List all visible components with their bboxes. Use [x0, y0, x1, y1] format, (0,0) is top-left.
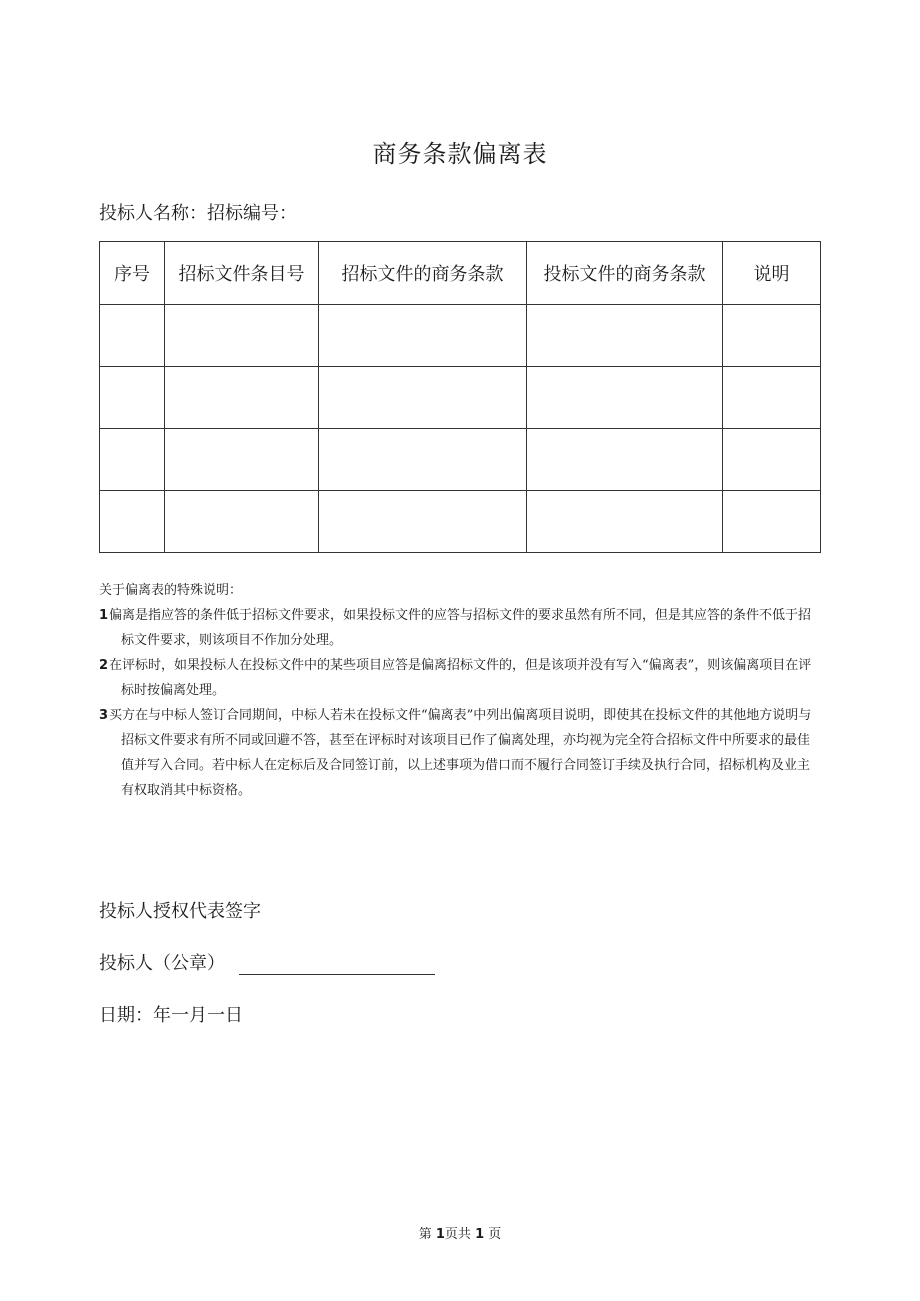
- table-header-row: [100, 242, 821, 305]
- bidder-seal-line: [99, 949, 435, 975]
- table-cell[interactable]: [527, 305, 723, 367]
- header-tender-item-number: 招标文件条目号: [165, 242, 319, 305]
- header-bid-business-terms: 投标文件的商务条款: [527, 242, 723, 305]
- table-cell[interactable]: [165, 305, 319, 367]
- table-row: [100, 305, 821, 367]
- page-suffix: 页: [488, 1227, 502, 1242]
- table-row: [100, 429, 821, 491]
- bidder-info-line: 投标人名称：招标编号：: [99, 203, 297, 224]
- table-cell[interactable]: [100, 429, 165, 491]
- note-text: 偏离是指应答的条件低于招标文件要求，如果投标文件的应答与招标文件的要求虽然有所不同，但是其应答的条件不低于招标文件要求，则该项目不作加分处理。: [109, 608, 812, 648]
- document-title: 商务条款偏离表: [372, 140, 548, 168]
- header-tender-business-terms: 招标文件的商务条款: [319, 242, 527, 305]
- table-cell[interactable]: [319, 491, 527, 553]
- table-cell[interactable]: [100, 305, 165, 367]
- table-cell[interactable]: [527, 429, 723, 491]
- table-cell[interactable]: [319, 305, 527, 367]
- table-row: [100, 491, 821, 553]
- note-text: 买方在与中标人签订合同期间，中标人若未在投标文件“偏离表”中列出偏离项目说明，即使其在投标文件的其他地方说明与招标文件要求有所不同或回避不答，甚至在评标时对该项目已作了偏离处理，亦均视为完全符合招标文件中所要求的最佳值并写入合同。若中标人在定标后及合同签订前，以上述事项为借口而不履行合同签订手续及执行合同，招标机构及业主有权取消其中标资格。: [109, 708, 812, 798]
- table-cell[interactable]: [527, 491, 723, 553]
- table-cell[interactable]: [165, 367, 319, 429]
- note-item: [99, 653, 821, 703]
- table-cell[interactable]: [100, 367, 165, 429]
- note-number: 3: [99, 708, 109, 723]
- note-item: [99, 603, 821, 653]
- page-footer: [0, 1223, 920, 1242]
- seal-signature-field[interactable]: [239, 954, 435, 975]
- deviation-table: [99, 241, 821, 553]
- table-cell[interactable]: [723, 367, 821, 429]
- header-serial-number: 序号: [100, 242, 165, 305]
- authorized-rep-signature-label: 投标人授权代表签字: [99, 901, 261, 922]
- table-cell[interactable]: [165, 429, 319, 491]
- table-cell[interactable]: [723, 429, 821, 491]
- header-remarks: 说明: [723, 242, 821, 305]
- page-prefix: 第: [418, 1227, 432, 1242]
- table-cell[interactable]: [527, 367, 723, 429]
- table-cell[interactable]: [319, 429, 527, 491]
- note-number: 2: [99, 658, 109, 673]
- page-middle: 页共: [444, 1227, 471, 1242]
- bidder-seal-label: 投标人（公章）: [99, 953, 225, 974]
- special-notes: [99, 578, 821, 803]
- notes-title: 关于偏离表的特殊说明：: [99, 583, 243, 598]
- note-number: 1: [99, 608, 109, 623]
- note-item: [99, 703, 821, 803]
- table-cell[interactable]: [723, 305, 821, 367]
- table-cell[interactable]: [165, 491, 319, 553]
- table-row: [100, 367, 821, 429]
- date-label: 日期：年一月一日: [99, 1005, 243, 1026]
- page-total: 1: [475, 1227, 485, 1242]
- table-cell[interactable]: [723, 491, 821, 553]
- table-cell[interactable]: [100, 491, 165, 553]
- page-number: 1: [435, 1227, 445, 1242]
- note-text: 在评标时，如果投标人在投标文件中的某些项目应答是偏离招标文件的，但是该项并没有写入“偏离表”，则该偏离项目在评标时按偏离处理。: [109, 658, 812, 698]
- table-cell[interactable]: [319, 367, 527, 429]
